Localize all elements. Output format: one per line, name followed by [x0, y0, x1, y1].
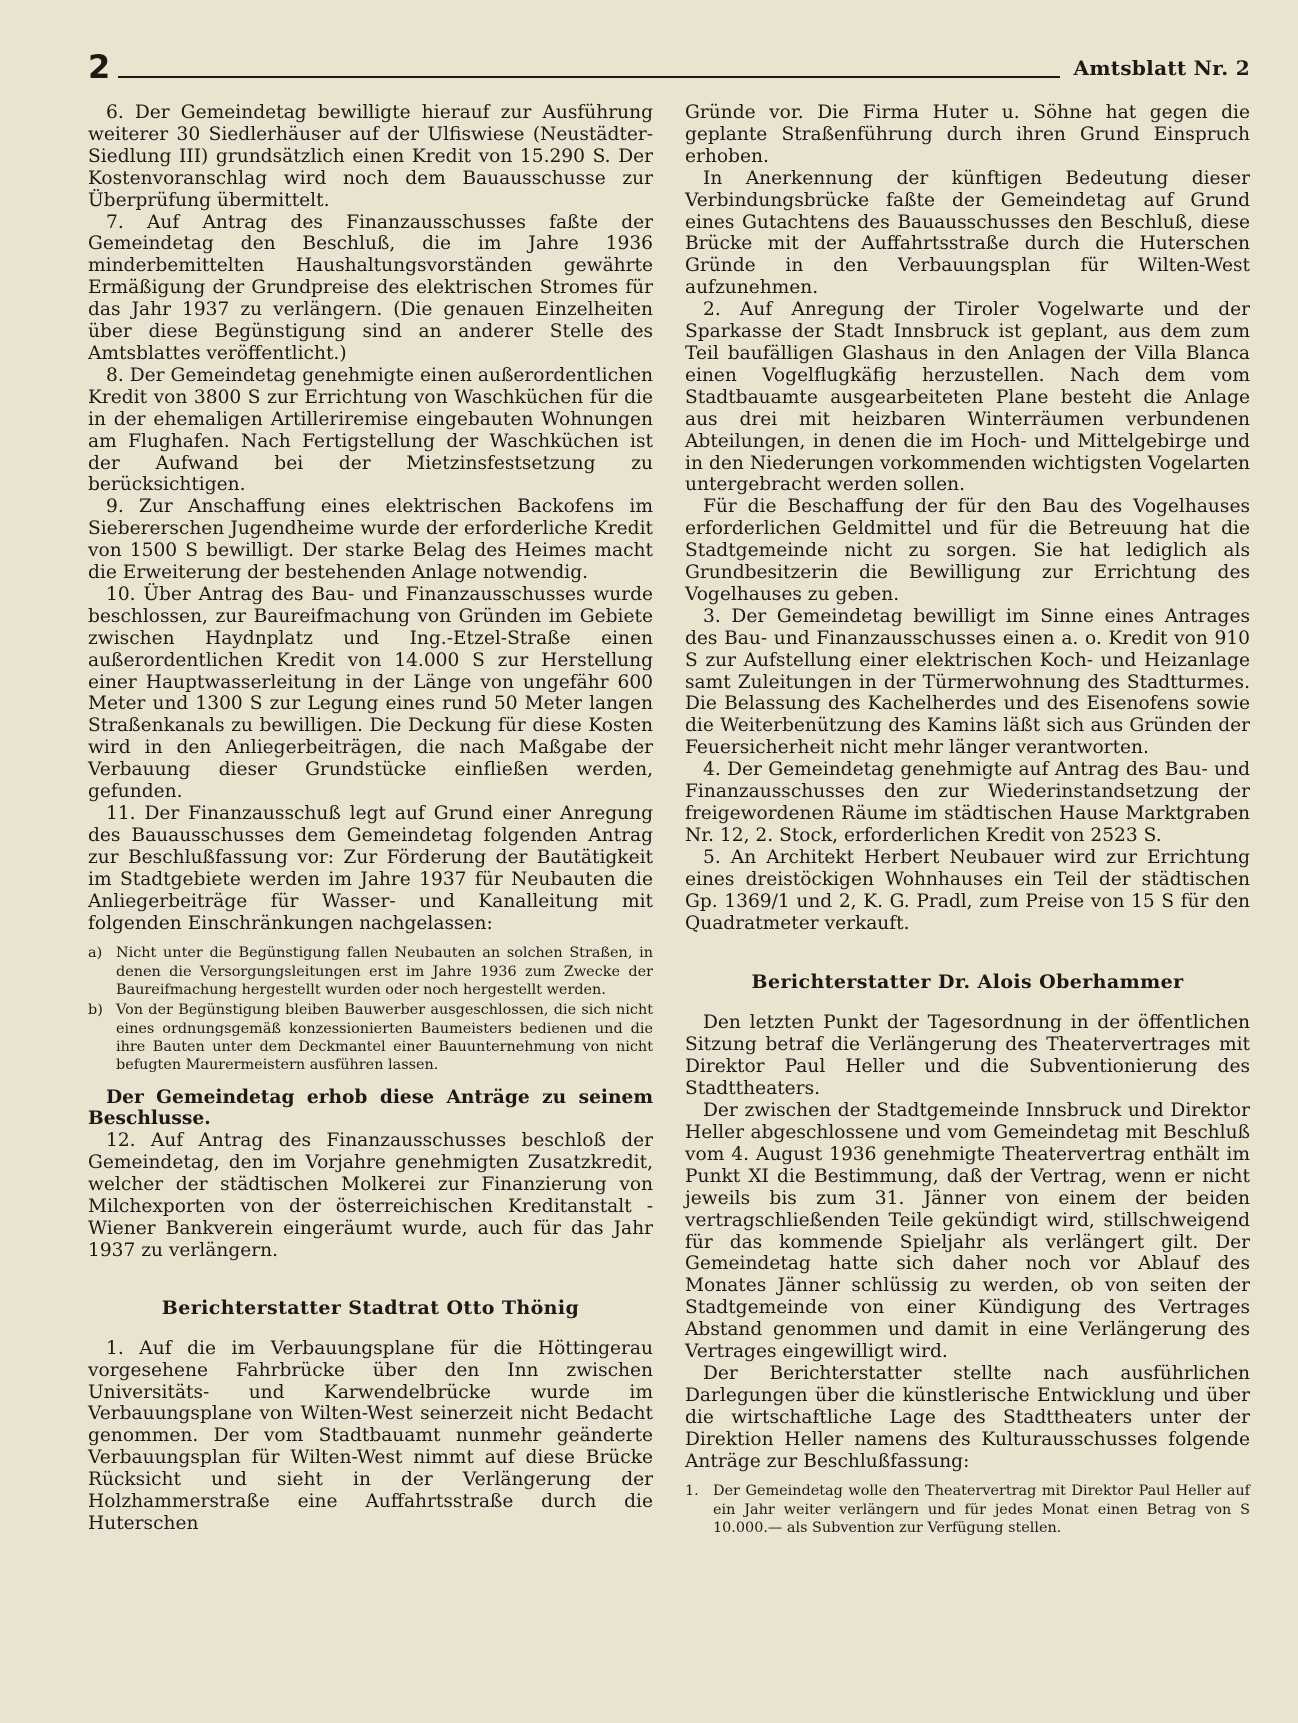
- left-column: [88, 102, 653, 1549]
- item-11-resolution: Der Gemeindetag erhob diese Anträge zu seinem Beschlusse.: [88, 1086, 653, 1130]
- item-7: 7. Auf Antrag des Finanzausschusses faßte der Gemeindetag den Beschluß, die im Jahre 1936 minderbemittelten Haushaltungsvorständen gewährte Ermäßigung der Grundpreise des elektrischen Stromes für das Jahr 1937 zu verlängern. (Die genauen Einzelheiten über diese Begünstigung sind an anderer Stelle des Amtsblattes veröffentlicht.): [88, 211, 653, 364]
- proposal-label: 1.: [685, 1483, 699, 1500]
- oberhammer-motion: Der Berichterstatter stellte nach ausführlichen Darlegungen über die künstlerische Entwicklung und über die wirtschaftliche Lage des Stadttheaters unter der Direktion Heller namens des Kulturausschusses folgende Anträge zur Beschlußfassung:: [685, 1362, 1250, 1472]
- thoenig-item-5: 5. An Architekt Herbert Neubauer wird zur Errichtung eines dreistöckigen Wohnhauses ein Teil der städtischen Gp. 1369/1 und 2, K. G. Pradl, zum Preise von 15 S für den Quadratmeter verkauft.: [685, 846, 1250, 934]
- item-12: 12. Auf Antrag des Finanzausschusses beschloß der Gemeindetag, den im Vorjahre genehmigten Zusatzkredit, welcher der städtischen Molkerei zur Finanzierung von Milchexporten von der österreichischen Kreditanstalt - Wiener Bankverein eingeräumt wurde, auch für das Jahr 1937 zu verlängern.: [88, 1130, 653, 1261]
- oberhammer-contract: Der zwischen der Stadtgemeinde Innsbruck und Direktor Heller abgeschlossene und vom Gemeindetag mit Beschluß vom 4. August 1936 genehmigte Theatervertrag enthält im Punkt XI die Bestimmung, daß der Vertrag, wenn er nicht jeweils bis zum 31. Jänner von einem der beiden vertragschließenden Teile gekündigt wird, stillschweigend für das kommende Spieljahr als verlängert gilt. Der Gemeindetag hatte sich daher noch vor Ablauf des Monates Jänner schlüssig zu werden, ob von seiten der Stadtgemeinde von einer Kündigung des Vertrages Abstand genommen und damit in eine Verlängerung des Vertrages eingewilligt wird.: [685, 1100, 1250, 1363]
- section-heading-thoenig: Berichterstatter Stadtrat Otto Thönig: [161, 1296, 580, 1319]
- condition-b: [88, 1001, 653, 1074]
- condition-a: [88, 944, 653, 999]
- condition-text: Von der Begünstigung bleiben Bauwerber ausgeschlossen, die sich nicht eines ordnungsgemäß konzessionierten Baumeisters bedienen und die ihre Bauten unter dem Deckmantel einer Bauunternehmung von nicht befugten Maurermeistern ausführen lassen.: [116, 1002, 653, 1074]
- condition-text: Nicht unter die Begünstigung fallen Neubauten an solchen Straßen, in denen die Versorgungsleitungen erst im Jahre 1936 zum Zwecke der Baureifmachung hergestellt wurden oder noch hergestellt werden.: [116, 945, 653, 999]
- header-rule: [118, 76, 1060, 78]
- item-9: 9. Zur Anschaffung eines elektrischen Backofens im Siebererschen Jugendheime wurde der erforderliche Kredit von 1500 S bewilligt. Der starke Belag des Heimes macht die Erweiterung der bestehenden Anlage notwendig.: [88, 496, 653, 584]
- thoenig-item-1: 1. Auf die im Verbauungsplane für die Höttingerau vorgesehene Fahrbrücke über den Inn zwischen Universitäts- und Karwendelbrücke wurde im Verbauungsplane von Wilten-West seinerzeit nicht Bedacht genommen. Der vom Stadtbauamt nunmehr geänderte Verbauungsplan für Wilten-West nimmt auf diese Brücke Rücksicht und sieht in der Verlängerung der Holzhammerstraße eine Auffahrtsstraße durch die Huterschen: [88, 1337, 653, 1535]
- oberhammer-proposals: [685, 1482, 1250, 1537]
- text-columns: [88, 102, 1250, 1549]
- thoenig-item-1-continued: Gründe vor. Die Firma Huter u. Söhne hat gegen die geplante Straßenführung durch ihren Grund Einspruch erhoben.: [685, 102, 1250, 167]
- section-heading-oberhammer: Berichterstatter Dr. Alois Oberhammer: [751, 971, 1184, 994]
- thoenig-item-2: 2. Auf Anregung der Tiroler Vogelwarte und der Sparkasse der Stadt Innsbruck ist geplant, aus dem zum Teil baufälligen Glashaus in den Anlagen der Villa Blanca einen Vogelflugkäfig herzustellen. Nach dem vom Stadtbauamte ausgearbeiteten Plane besteht die Anlage aus drei mit heizbaren Winterräumen verbundenen Abteilungen, in denen die im Hoch- und Mittelgebirge und in den Niederungen vorkommenden wichtigsten Vogelarten untergebracht werden sollen.: [685, 299, 1250, 496]
- right-column: [685, 102, 1250, 1549]
- publication-title: Amtsblatt Nr. 2: [1073, 56, 1250, 80]
- proposal-1: [685, 1482, 1250, 1537]
- condition-label: b): [88, 1002, 103, 1019]
- oberhammer-intro: Den letzten Punkt der Tagesordnung in der öffentlichen Sitzung betraf die Verlängerung des Theatervertrages mit Direktor Paul Heller und die Subventionierung des Stadttheaters.: [685, 1012, 1250, 1100]
- item-11: 11. Der Finanzausschuß legt auf Grund einer Anregung des Bauausschusses dem Gemeindetag folgenden Antrag zur Beschlußfassung vor: Zur Förderung der Bautätigkeit im Stadtgebiete werden im Jahre 1937 für Neubauten die Anliegerbeiträge für Wasser- und Kanalleitung mit folgenden Einschränkungen nachgelassen:: [88, 803, 653, 934]
- item-10: 10. Über Antrag des Bau- und Finanzausschusses wurde beschlossen, zur Baureifmachung von Gründen im Gebiete zwischen Haydnplatz und Ing.-Etzel-Straße einen außerordentlichen Kredit von 14.000 S zur Herstellung einer Hauptwasserleitung in der Länge von ungefähr 600 Meter und 1300 S zur Legung eines rund 50 Meter langen Straßenkanals zu bewilligen. Die Deckung für diese Kosten wird in den Anliegerbeiträgen, die nach Maßgabe der Verbauung dieser Grundstücke einfließen werden, gefunden.: [88, 583, 653, 803]
- page-header: [88, 48, 1250, 90]
- item-6: 6. Der Gemeindetag bewilligte hierauf zur Ausführung weiterer 30 Siedlerhäuser auf der Ulfiswiese (Neustädter-Siedlung III) grundsätzlich einen Kredit von 15.290 S. Der Kostenvoranschlag wird noch dem Bauausschusse zur Überprüfung übermittelt.: [88, 102, 653, 211]
- thoenig-item-1-resolution: In Anerkennung der künftigen Bedeutung dieser Verbindungsbrücke faßte der Gemeindetag auf Grund eines Gutachtens des Bauausschusses den Beschluß, diese Brücke mit der Auffahrtsstraße durch die Huterschen Gründe in den Verbauungsplan für Wilten-West aufzunehmen.: [685, 167, 1250, 299]
- proposal-text: Der Gemeindetag wolle den Theatervertrag mit Direktor Paul Heller auf ein Jahr weiter verlängern und für jedes Monat einen Betrag von S 10.000.— als Subvention zur Verfügung stellen.: [713, 1483, 1250, 1537]
- item-11-conditions: [88, 944, 653, 1074]
- condition-label: a): [88, 945, 103, 962]
- thoenig-item-2-funding: Für die Beschaffung der für den Bau des Vogelhauses erforderlichen Geldmittel und für die Betreuung hat die Stadtgemeinde nicht zu sorgen. Sie hat lediglich als Grundbesitzerin die Bewilligung zur Errichtung des Vogelhauses zu geben.: [685, 496, 1250, 605]
- item-8: 8. Der Gemeindetag genehmigte einen außerordentlichen Kredit von 3800 S zur Errichtung von Waschküchen für die in der ehemaligen Artilleriremise eingebauten Wohnungen am Flughafen. Nach Fertigstellung der Waschküchen ist der Aufwand bei der Mietzinsfestsetzung zu berücksichtigen.: [88, 364, 653, 496]
- thoenig-item-3: 3. Der Gemeindetag bewilligt im Sinne eines Antrages des Bau- und Finanzausschusses einen a. o. Kredit von 910 S zur Aufstellung einer elektrischen Koch- und Heizanlage samt Zuleitungen in der Türmerwohnung des Stadtturmes. Die Belassung des Kachelherdes und des Eisenofens sowie die Weiterbenützung des Kamins läßt sich aus Gründen der Feuersicherheit nicht mehr länger verantworten.: [685, 605, 1250, 759]
- page-number: 2: [88, 48, 111, 86]
- thoenig-item-4: 4. Der Gemeindetag genehmigte auf Antrag des Bau- und Finanzausschusses den zur Wiederinstandsetzung der freigewordenen Räume im städtischen Hause Marktgraben Nr. 12, 2. Stock, erforderlichen Kredit von 2523 S.: [685, 759, 1250, 846]
